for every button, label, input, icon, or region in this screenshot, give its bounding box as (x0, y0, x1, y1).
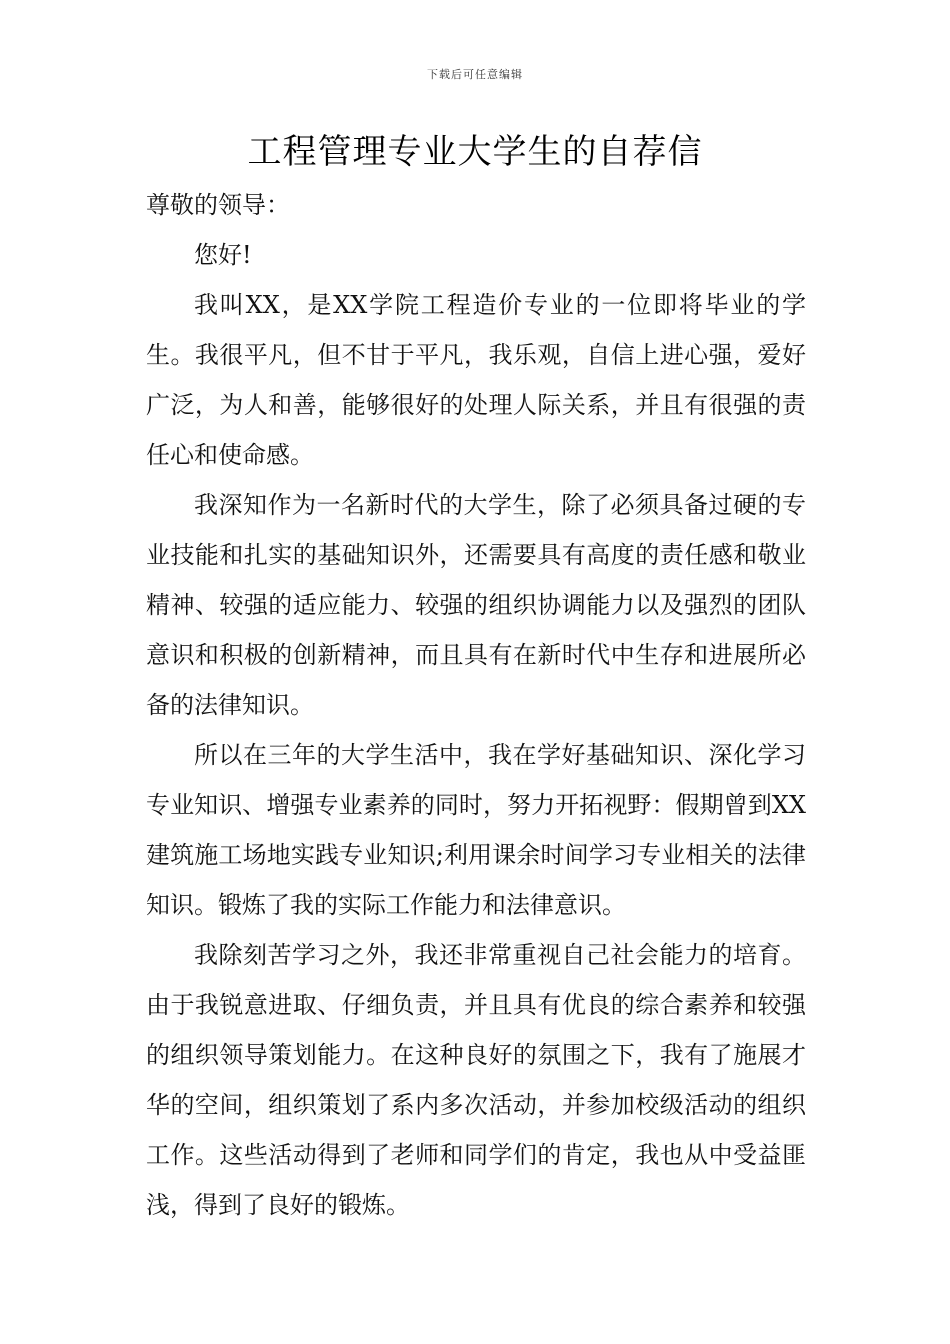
header-note: 下载后可任意编辑 (427, 68, 523, 81)
paragraph-self-awareness: 我深知作为一名新时代的大学生，除了必须具备过硬的专业技能和扎实的基础知识外，还需要具有高度的责任感和敬业精神、较强的适应能力、较强的组织协调能力以及强烈的团队意识和积极的创新精神，而且具有在新时代中生存和进展所必备的法律知识。 (146, 491, 806, 719)
salutation: 尊敬的领导： (146, 191, 290, 219)
paragraph-greeting: 您好! (194, 241, 252, 269)
document-title: 工程管理专业大学生的自荐信 (247, 132, 703, 172)
letter-body (146, 180, 806, 1230)
paragraph-study-experience: 所以在三年的大学生活中，我在学好基础知识、深化学习专业知识、增强专业素养的同时，努力开拓视野：假期曾到XX建筑施工场地实践专业知识;利用课余时间学习专业相关的法律知识。锻炼了我的实际工作能力和法律意识。 (146, 741, 806, 919)
paragraph-social-ability: 我除刻苦学习之外，我还非常重视自己社会能力的培育。由于我锐意进取、仔细负责，并且具有优良的综合素养和较强的组织领导策划能力。在这种良好的氛围之下，我有了施展才华的空间，组织策划了系内多次活动，并参加校级活动的组织工作。这些活动得到了老师和同学们的肯定，我也从中受益匪浅，得到了良好的锻炼。 (146, 941, 806, 1219)
paragraph-introduction: 我叫XX，是XX学院工程造价专业的一位即将毕业的学生。我很平凡，但不甘于平凡，我乐观，自信上进心强，爱好广泛，为人和善，能够很好的处理人际关系，并且有很强的责任心和使命感。 (146, 291, 806, 469)
